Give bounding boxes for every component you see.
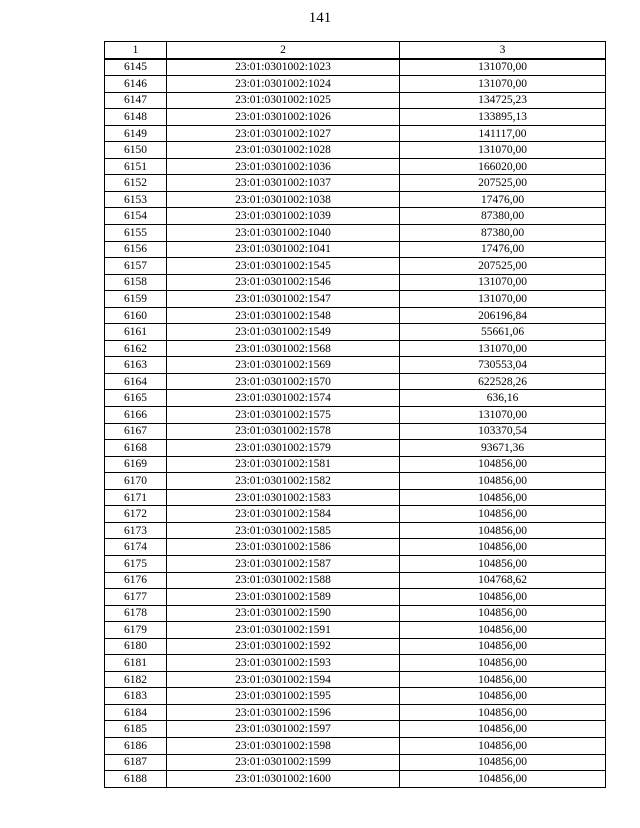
cadastral-number-cell: 23:01:0301002:1583 [167,489,400,506]
row-number-cell: 6181 [105,655,167,672]
cadastral-number-cell: 23:01:0301002:1546 [167,274,400,291]
page-number: 141 [308,10,332,26]
header-row [105,42,606,59]
table-row [105,456,606,473]
table-row [105,76,606,93]
row-number-cell: 6182 [105,671,167,688]
row-number-cell: 6170 [105,473,167,490]
cadastral-number-cell: 23:01:0301002:1581 [167,456,400,473]
row-number-cell: 6175 [105,555,167,572]
row-number-cell: 6149 [105,125,167,142]
value-cell: 131070,00 [400,76,606,93]
table-row [105,258,606,275]
row-number-cell: 6172 [105,506,167,523]
cadastral-number-cell: 23:01:0301002:1039 [167,208,400,225]
table-row [105,572,606,589]
table-row [105,473,606,490]
table-row [105,688,606,705]
table-row [105,241,606,258]
row-number-cell: 6155 [105,225,167,242]
value-cell: 104856,00 [400,539,606,556]
table-row [105,704,606,721]
row-number-cell: 6164 [105,373,167,390]
cadastral-number-cell: 23:01:0301002:1548 [167,307,400,324]
cadastral-number-cell: 23:01:0301002:1024 [167,76,400,93]
cadastral-number-cell: 23:01:0301002:1038 [167,191,400,208]
table-row [105,373,606,390]
cadastral-number-cell: 23:01:0301002:1579 [167,440,400,457]
table-row [105,340,606,357]
table-row [105,555,606,572]
cadastral-number-cell: 23:01:0301002:1569 [167,357,400,374]
value-cell: 133895,13 [400,109,606,126]
value-cell: 104856,00 [400,555,606,572]
cadastral-number-cell: 23:01:0301002:1025 [167,92,400,109]
value-cell: 104856,00 [400,671,606,688]
cadastral-number-cell: 23:01:0301002:1023 [167,59,400,76]
cadastral-number-cell: 23:01:0301002:1578 [167,423,400,440]
value-cell: 87380,00 [400,225,606,242]
row-number-cell: 6171 [105,489,167,506]
table-row [105,324,606,341]
value-cell: 104856,00 [400,589,606,606]
table-row [105,655,606,672]
cadastral-number-cell: 23:01:0301002:1549 [167,324,400,341]
row-number-cell: 6153 [105,191,167,208]
row-number-cell: 6166 [105,407,167,424]
cadastral-number-cell: 23:01:0301002:1575 [167,407,400,424]
value-cell: 104856,00 [400,771,606,788]
value-cell: 104856,00 [400,489,606,506]
value-cell: 730553,04 [400,357,606,374]
table-row [105,489,606,506]
table-row [105,506,606,523]
value-cell: 104856,00 [400,704,606,721]
value-cell: 166020,00 [400,158,606,175]
cadastral-number-cell: 23:01:0301002:1584 [167,506,400,523]
cadastral-number-cell: 23:01:0301002:1582 [167,473,400,490]
row-number-cell: 6174 [105,539,167,556]
row-number-cell: 6159 [105,291,167,308]
row-number-cell: 6160 [105,307,167,324]
table-row [105,522,606,539]
value-cell: 104856,00 [400,605,606,622]
table-row [105,754,606,771]
row-number-cell: 6158 [105,274,167,291]
value-cell: 55661,06 [400,324,606,341]
cadastral-number-cell: 23:01:0301002:1594 [167,671,400,688]
cadastral-number-cell: 23:01:0301002:1041 [167,241,400,258]
column-header-3: 3 [400,42,606,59]
column-header-2: 2 [167,42,400,59]
value-cell: 104856,00 [400,638,606,655]
value-cell: 131070,00 [400,274,606,291]
table-row [105,721,606,738]
table-row [105,59,606,76]
value-cell: 622528,26 [400,373,606,390]
table-row [105,605,606,622]
cadastral-number-cell: 23:01:0301002:1027 [167,125,400,142]
row-number-cell: 6179 [105,622,167,639]
row-number-cell: 6152 [105,175,167,192]
table-row [105,737,606,754]
cadastral-number-cell: 23:01:0301002:1598 [167,737,400,754]
value-cell: 104856,00 [400,688,606,705]
row-number-cell: 6147 [105,92,167,109]
cadastral-number-cell: 23:01:0301002:1036 [167,158,400,175]
table-body [105,59,606,788]
cadastral-number-cell: 23:01:0301002:1599 [167,754,400,771]
table-row [105,671,606,688]
cadastral-number-cell: 23:01:0301002:1028 [167,142,400,159]
row-number-cell: 6185 [105,721,167,738]
table-header [105,42,606,59]
table-row [105,771,606,788]
row-number-cell: 6180 [105,638,167,655]
row-number-cell: 6186 [105,737,167,754]
cadastral-number-cell: 23:01:0301002:1589 [167,589,400,606]
table-row [105,291,606,308]
table-row [105,357,606,374]
table-row [105,622,606,639]
value-cell: 131070,00 [400,340,606,357]
row-number-cell: 6165 [105,390,167,407]
cadastral-number-cell: 23:01:0301002:1597 [167,721,400,738]
table-row [105,407,606,424]
value-cell: 134725,23 [400,92,606,109]
value-cell: 104856,00 [400,721,606,738]
cadastral-number-cell: 23:01:0301002:1568 [167,340,400,357]
column-header-1: 1 [105,42,167,59]
cadastral-number-cell: 23:01:0301002:1592 [167,638,400,655]
value-cell: 636,16 [400,390,606,407]
row-number-cell: 6177 [105,589,167,606]
row-number-cell: 6167 [105,423,167,440]
cadastral-number-cell: 23:01:0301002:1545 [167,258,400,275]
cadastral-number-cell: 23:01:0301002:1593 [167,655,400,672]
cadastral-number-cell: 23:01:0301002:1588 [167,572,400,589]
row-number-cell: 6156 [105,241,167,258]
registry-table [104,41,606,788]
cadastral-number-cell: 23:01:0301002:1574 [167,390,400,407]
cadastral-number-cell: 23:01:0301002:1040 [167,225,400,242]
table-row [105,109,606,126]
value-cell: 131070,00 [400,407,606,424]
table-row [105,208,606,225]
cadastral-number-cell: 23:01:0301002:1587 [167,555,400,572]
row-number-cell: 6188 [105,771,167,788]
cadastral-number-cell: 23:01:0301002:1547 [167,291,400,308]
row-number-cell: 6163 [105,357,167,374]
cadastral-number-cell: 23:01:0301002:1026 [167,109,400,126]
row-number-cell: 6176 [105,572,167,589]
table-row [105,423,606,440]
cadastral-number-cell: 23:01:0301002:1595 [167,688,400,705]
row-number-cell: 6184 [105,704,167,721]
table-row [105,274,606,291]
value-cell: 104856,00 [400,506,606,523]
value-cell: 17476,00 [400,191,606,208]
table-row [105,92,606,109]
cadastral-number-cell: 23:01:0301002:1591 [167,622,400,639]
row-number-cell: 6154 [105,208,167,225]
table-row [105,225,606,242]
value-cell: 207525,00 [400,175,606,192]
value-cell: 104856,00 [400,522,606,539]
value-cell: 103370,54 [400,423,606,440]
table-row [105,191,606,208]
table-row [105,390,606,407]
table-row [105,539,606,556]
table-row [105,142,606,159]
table-row [105,175,606,192]
cadastral-number-cell: 23:01:0301002:1037 [167,175,400,192]
value-cell: 131070,00 [400,291,606,308]
row-number-cell: 6146 [105,76,167,93]
value-cell: 104856,00 [400,737,606,754]
table-row [105,638,606,655]
table-row [105,125,606,142]
value-cell: 207525,00 [400,258,606,275]
value-cell: 93671,36 [400,440,606,457]
row-number-cell: 6178 [105,605,167,622]
row-number-cell: 6173 [105,522,167,539]
value-cell: 104768,62 [400,572,606,589]
table-row [105,307,606,324]
row-number-cell: 6183 [105,688,167,705]
cadastral-number-cell: 23:01:0301002:1586 [167,539,400,556]
value-cell: 206196,84 [400,307,606,324]
cadastral-number-cell: 23:01:0301002:1585 [167,522,400,539]
row-number-cell: 6169 [105,456,167,473]
row-number-cell: 6168 [105,440,167,457]
value-cell: 104856,00 [400,754,606,771]
value-cell: 141117,00 [400,125,606,142]
value-cell: 104856,00 [400,473,606,490]
table-row [105,589,606,606]
row-number-cell: 6148 [105,109,167,126]
row-number-cell: 6162 [105,340,167,357]
table-row [105,440,606,457]
row-number-cell: 6151 [105,158,167,175]
row-number-cell: 6157 [105,258,167,275]
row-number-cell: 6187 [105,754,167,771]
value-cell: 104856,00 [400,622,606,639]
value-cell: 104856,00 [400,456,606,473]
cadastral-number-cell: 23:01:0301002:1570 [167,373,400,390]
value-cell: 87380,00 [400,208,606,225]
value-cell: 131070,00 [400,59,606,76]
value-cell: 131070,00 [400,142,606,159]
row-number-cell: 6150 [105,142,167,159]
value-cell: 17476,00 [400,241,606,258]
row-number-cell: 6145 [105,59,167,76]
table-row [105,158,606,175]
cadastral-number-cell: 23:01:0301002:1600 [167,771,400,788]
value-cell: 104856,00 [400,655,606,672]
row-number-cell: 6161 [105,324,167,341]
cadastral-number-cell: 23:01:0301002:1596 [167,704,400,721]
cadastral-number-cell: 23:01:0301002:1590 [167,605,400,622]
